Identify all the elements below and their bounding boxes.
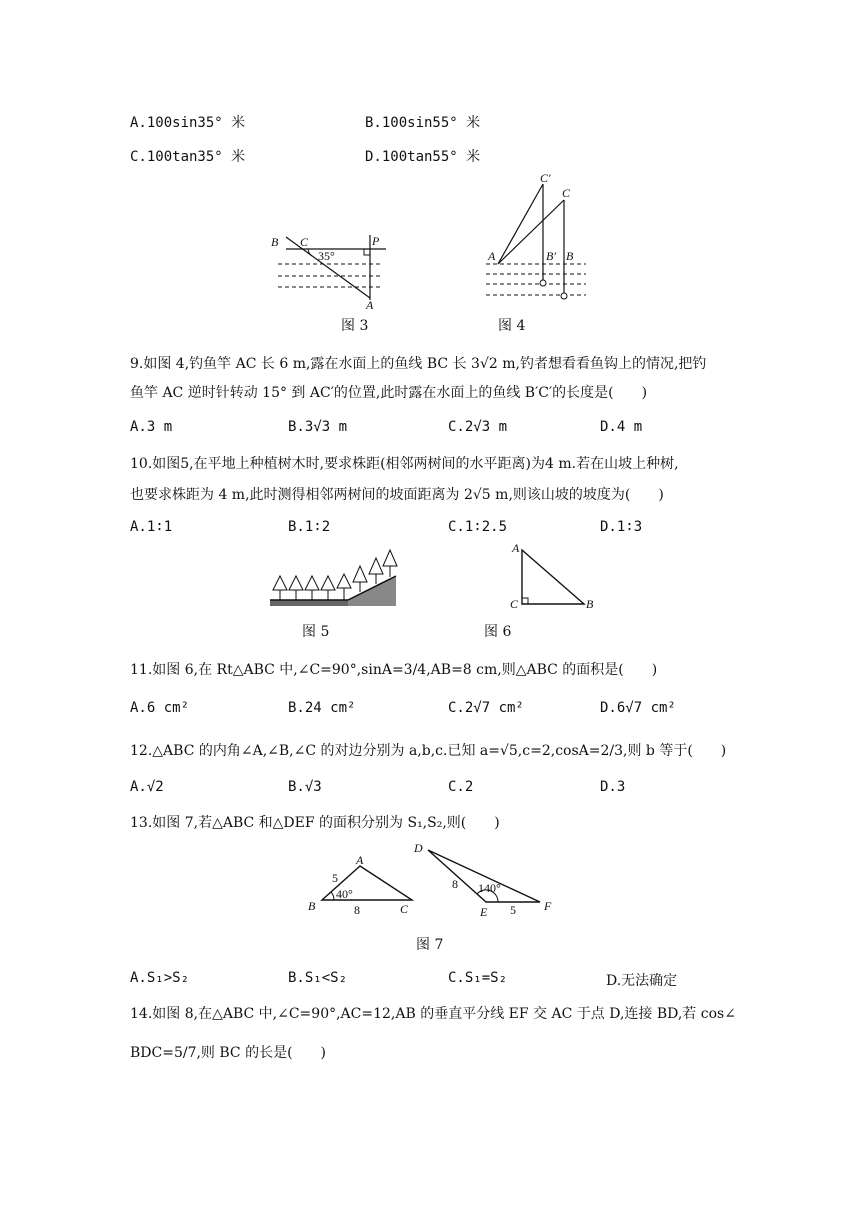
fig7-angle-140: 140° [478, 881, 501, 895]
q11-option-d: D.6√7 cm² [600, 700, 676, 716]
q12-option-a: A.√2 [130, 779, 164, 795]
figure-7 [304, 840, 564, 920]
q9-stem-line2: 鱼竿 AC 逆时针转动 15° 到 AC′的位置,此时露在水面上的鱼线 B′C′的长度是( ) [130, 385, 648, 401]
fig7-side-8: 8 [452, 877, 458, 891]
fig7-label-b: B [308, 899, 316, 913]
fig3-label-a: A [366, 298, 374, 312]
fig7-base-5: 5 [510, 903, 516, 917]
fig7-label-f: F [544, 899, 552, 913]
fig7-label-a: A [356, 853, 364, 867]
fig5-caption: 图 5 [302, 624, 330, 640]
q8-option-c: C.100tan35° 米 [130, 149, 246, 165]
fig7-label-c: C [400, 902, 409, 916]
figure-6 [508, 542, 598, 612]
q9-option-c: C.2√3 m [448, 419, 508, 435]
fig7-side-5: 5 [332, 871, 338, 885]
q13-stem: 13.如图 7,若△ABC 和△DEF 的面积分别为 S₁,S₂,则( ) [130, 815, 500, 831]
fig3-label-b: B [271, 235, 279, 249]
fig4-label-b-prime: B′ [546, 249, 556, 263]
q9-stem-line1: 9.如图 4,钓鱼竿 AC 长 6 m,露在水面上的鱼线 BC 长 3√2 m,钓者想看看鱼钩上的情况,把钓 [130, 356, 707, 372]
q10-option-d: D.1∶3 [600, 519, 643, 535]
fig4-caption: 图 4 [498, 318, 526, 334]
fig6-label-b: B [586, 597, 594, 611]
fig6-label-c: C [510, 597, 519, 611]
q11-option-c: C.2√7 cm² [448, 700, 524, 716]
fig7-label-e: E [480, 905, 488, 919]
fig4-label-c-prime: C′ [540, 171, 551, 185]
q10-stem-line2: 也要求株距为 4 m,此时测得相邻两树间的坡面距离为 2√5 m,则该山坡的坡度为( ) [130, 487, 664, 503]
q8-option-a: A.100sin35° 米 [130, 115, 246, 131]
q8-option-d: D.100tan55° 米 [365, 149, 481, 165]
figure-5 [268, 546, 398, 610]
q12-option-d: D.3 [600, 779, 626, 795]
q9-option-b: B.3√3 m [288, 419, 348, 435]
q10-option-a: A.1∶1 [130, 519, 173, 535]
fig4-label-b: B [566, 249, 574, 263]
q14-stem-line2: BDC=5/7,则 BC 的长是( ) [130, 1045, 327, 1061]
q9-option-a: A.3 m [130, 419, 173, 435]
q13-option-a: A.S₁>S₂ [130, 970, 190, 986]
q11-option-b: B.24 cm² [288, 700, 356, 716]
fig3-label-p: P [372, 234, 380, 248]
fig3-angle: 35° [318, 249, 335, 263]
q14-stem-line1: 14.如图 8,在△ABC 中,∠C=90°,AC=12,AB 的垂直平分线 EF 交 AC 于点 D,连接 BD,若 cos∠ [130, 1006, 736, 1022]
fig3-caption: 图 3 [341, 318, 369, 334]
q11-option-a: A.6 cm² [130, 700, 190, 716]
q9-option-d: D.4 m [600, 419, 643, 435]
q10-stem-line1: 10.如图5,在平地上种植树木时,要求株距(相邻两树间的水平距离)为4 m.若在山坡上种树, [130, 456, 679, 472]
q10-option-c: C.1∶2.5 [448, 519, 508, 535]
q11-stem: 11.如图 6,在 Rt△ABC 中,∠C=90°,sinA=3/4,AB=8 cm,则△ABC 的面积是( ) [130, 662, 658, 678]
fig7-caption: 图 7 [416, 937, 444, 953]
fig4-label-a: A [488, 249, 496, 263]
fig6-caption: 图 6 [484, 624, 512, 640]
q12-stem: 12.△ABC 的内角∠A,∠B,∠C 的对边分别为 a,b,c.已知 a=√5,c=2,cosA=2/3,则 b 等于( ) [130, 743, 727, 759]
q13-option-b: B.S₁<S₂ [288, 970, 348, 986]
q13-option-d: D.无法确定 [606, 973, 678, 989]
q10-option-b: B.1∶2 [288, 519, 331, 535]
fig4-label-c: C [562, 186, 571, 200]
fig7-angle-40: 40° [336, 887, 353, 901]
fig3-label-c: C [300, 235, 309, 249]
fig6-label-a: A [512, 541, 520, 555]
fig7-label-d: D [414, 841, 423, 855]
fig7-base-8: 8 [354, 903, 360, 917]
q8-option-b: B.100sin55° 米 [365, 115, 481, 131]
q13-option-c: C.S₁=S₂ [448, 970, 508, 986]
q12-option-b: B.√3 [288, 779, 322, 795]
figure-4 [482, 172, 592, 307]
figure-3 [268, 232, 398, 312]
q12-option-c: C.2 [448, 779, 474, 795]
